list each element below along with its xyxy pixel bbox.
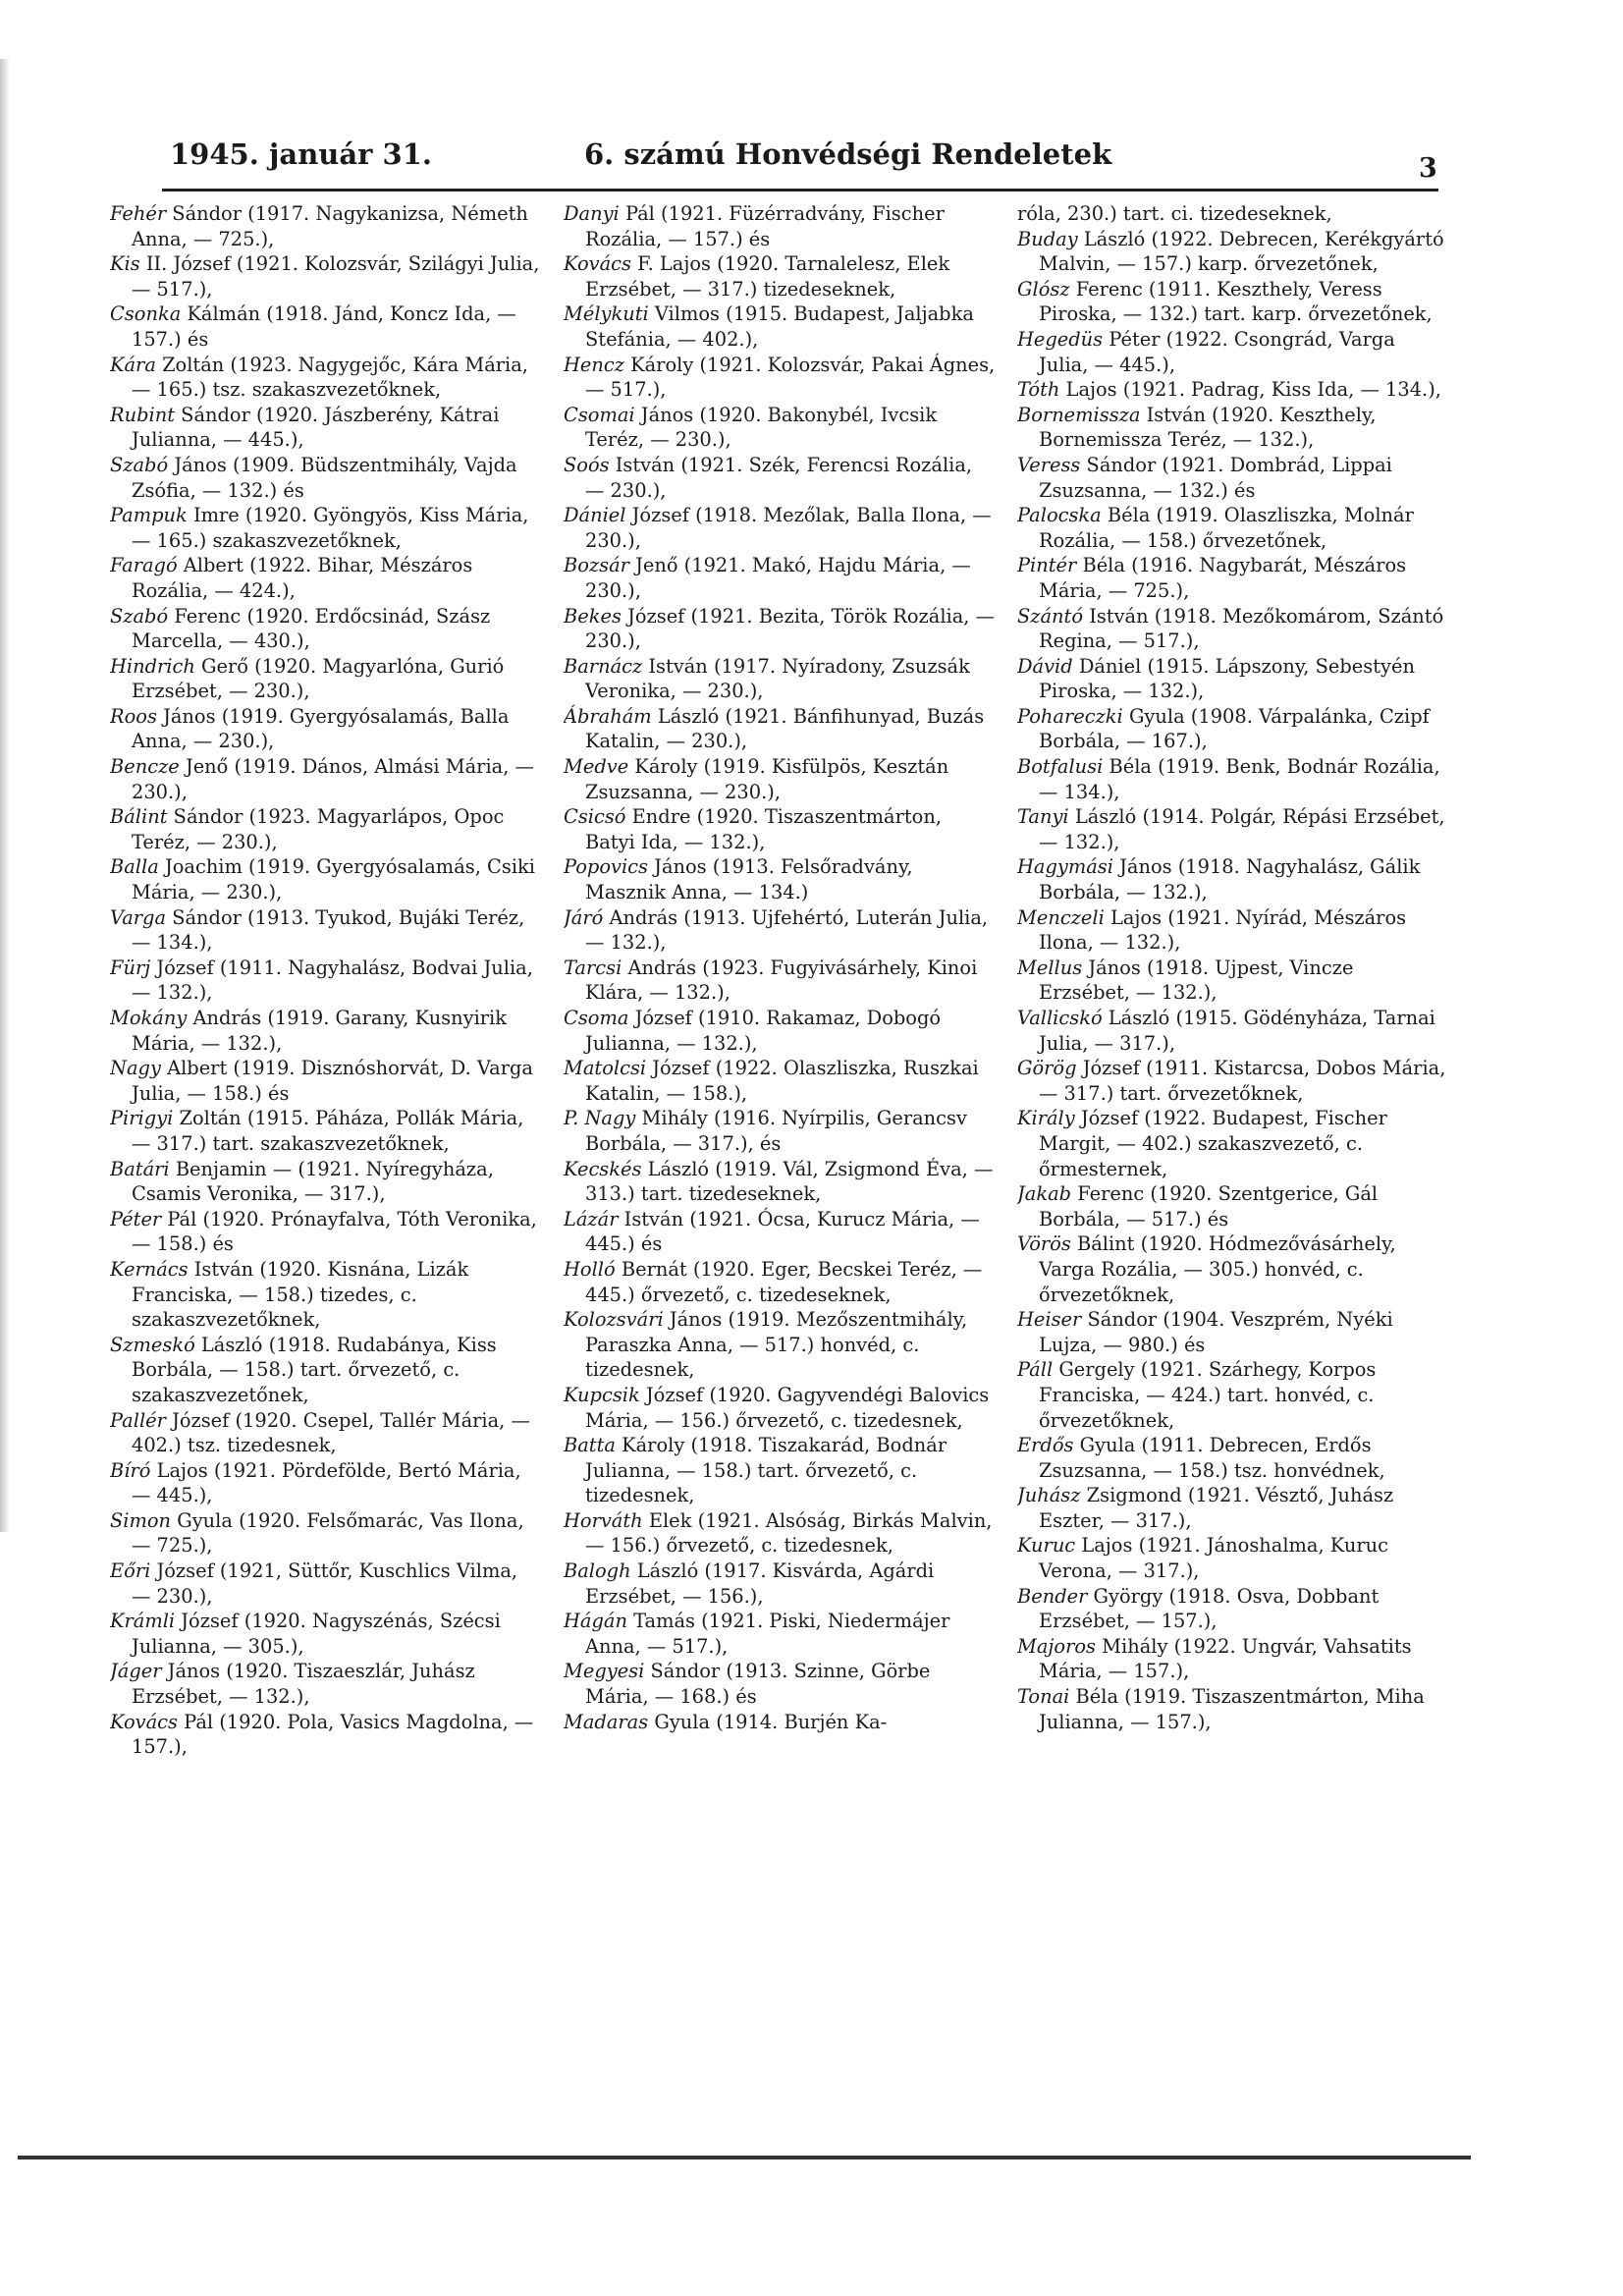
entry-surname: Lázár: [564, 1207, 619, 1230]
list-item: [564, 1383, 996, 1433]
entry-details: Károly (1921. Kolozsvár, Pakai Ágnes, — 517.),: [585, 353, 996, 402]
entry-surname: Tarcsi: [564, 956, 622, 979]
list-item: [564, 854, 996, 904]
entry-details: András (1913. Ujfehértó, Luterán Julia, — 132.),: [585, 905, 989, 955]
entry-surname: Járó: [564, 905, 604, 929]
entry-surname: Botfalusi: [1017, 755, 1104, 779]
list-item: [110, 1006, 542, 1056]
entry-details: Péter (1922. Csongrád, Varga Julia, — 445.),: [1039, 327, 1395, 376]
page-number: 3: [1419, 153, 1437, 184]
entry-details: Sándor (1913. Tyukod, Bujáki Teréz, — 134.),: [132, 905, 525, 955]
entry-surname: Medve: [564, 755, 629, 779]
entry-details: róla, 230.) tart. ci. tizedeseknek,: [1017, 202, 1332, 225]
entry-surname: Pirigyi: [110, 1107, 174, 1130]
entry-details: Béla (1919. Tiszaszentmárton, Miha Julianna, — 157.),: [1039, 1685, 1425, 1733]
list-item: [564, 956, 996, 1006]
list-item: [1017, 1181, 1449, 1231]
list-item: [1017, 905, 1449, 956]
entry-details: József (1910. Rakamaz, Dobogó Julianna, — 132.),: [585, 1007, 942, 1055]
entry-surname: Balla: [110, 855, 159, 879]
entry-details: András (1923. Fugyivásárhely, Kinoi Klára, — 132.),: [585, 956, 978, 1005]
entry-details: Kálmán (1918. Jánd, Koncz Ida, — 157.) és: [132, 302, 516, 351]
list-item: [110, 353, 542, 403]
list-item: [110, 201, 542, 251]
entry-details: István (1920. Kisnána, Lizák Franciska, — 158.) tizedes, c. szakaszvezetőknek,: [132, 1257, 469, 1332]
entry-details: István (1917. Nyíradony, Zsuzsák Veronika, — 230.),: [585, 654, 970, 703]
entry-details: József (1918. Mezőlak, Balla Ilona, — 230.),: [585, 504, 992, 552]
list-item: [564, 1157, 996, 1207]
entry-details: László (1918. Rudabánya, Kiss Borbála, — 158.) tart. őrvezető, c. szakaszvezetőnek,: [132, 1333, 497, 1406]
entry-details: F. Lajos (1920. Tarnalelesz, Elek Erzsébet, — 317.) tizedeseknek,: [585, 252, 950, 301]
entry-details: Gerő (1920. Magyarlóna, Gurió Erzsébet, — 230.),: [132, 654, 505, 703]
entry-surname: Kolozsvári: [564, 1308, 664, 1332]
list-item: [1017, 1533, 1449, 1583]
list-item: [564, 1609, 996, 1659]
entry-details: József (1922. Budapest, Fischer Margit, — 402.) szakaszvezető, c. őrmesternek,: [1039, 1107, 1387, 1180]
entry-surname: Heiser: [1017, 1308, 1082, 1332]
entry-details: Bálint (1920. Hódmezővásárhely, Varga Rozália, — 305.) honvéd, c. őrvezetőknek,: [1039, 1232, 1396, 1306]
list-item: [110, 553, 542, 603]
entry-surname: Bekes: [564, 604, 622, 628]
list-item: [110, 1558, 542, 1609]
header-date: 1945. január 31.: [170, 137, 432, 171]
entry-surname: Fürj: [110, 956, 151, 979]
entry-surname: Kis: [110, 252, 140, 276]
entry-details: János (1913. Felsőradvány, Masznik Anna, — 134.): [585, 855, 913, 904]
entry-surname: Péter: [110, 1207, 162, 1230]
entry-details: János (1918. Ujpest, Vincze Erzsébet, — 132.),: [1039, 956, 1354, 1005]
entry-surname: Mokány: [110, 1007, 188, 1029]
list-item: [564, 301, 996, 352]
entry-surname: Jáger: [110, 1660, 162, 1683]
entry-surname: Bozsár: [564, 554, 629, 577]
column-2: [564, 201, 996, 2038]
list-item: [1017, 704, 1449, 754]
list-item: [564, 503, 996, 553]
entry-surname: Balogh: [564, 1559, 631, 1583]
list-item: [564, 1056, 996, 1106]
entry-details: János (1920. Tiszaeszlár, Juhász Erzsébet, — 132.),: [132, 1660, 475, 1709]
entry-details: Jenő (1921. Makó, Hajdu Mária, — 230.),: [585, 554, 971, 602]
entry-details: Pál (1920. Pola, Vasics Magdolna, — 157.),: [132, 1710, 534, 1759]
entry-details: János (1909. Büdszentmihály, Vajda Zsófia, — 132.) és: [132, 453, 517, 502]
list-item: [1017, 754, 1449, 804]
list-item: [564, 1558, 996, 1609]
entry-details: Dániel (1915. Lápszony, Sebestyén Piroska, — 132.),: [1039, 654, 1415, 703]
entry-details: II. József (1921. Kolozsvár, Szilágyi Julia, — 517.),: [132, 252, 540, 301]
list-item: [110, 754, 542, 804]
page-header: [162, 137, 1438, 187]
entry-surname: Ábrahám: [564, 704, 652, 728]
list-item: [564, 1106, 996, 1156]
entry-details: József (1921, Süttőr, Kuschlics Vilma, — 230.),: [132, 1559, 518, 1608]
list-item: [564, 1710, 996, 1735]
entry-surname: Madaras: [564, 1710, 649, 1733]
entry-details: József (1920. Gagyvendégi Balovics Mária, — 156.) őrvezető, c. tizedesnek,: [585, 1383, 990, 1432]
list-item: [110, 1207, 542, 1257]
entry-surname: Fehér: [110, 202, 167, 225]
entry-details: László (1919. Vál, Zsigmond Éva, — 313.) tart. tizedeseknek,: [585, 1157, 994, 1206]
entry-surname: Hegedüs: [1017, 327, 1104, 351]
list-item: [110, 704, 542, 754]
list-item: [1017, 277, 1449, 327]
entry-surname: Matolcsi: [564, 1057, 647, 1080]
footer-divider: [18, 2156, 1471, 2159]
entry-surname: Kupcsik: [564, 1383, 640, 1406]
entry-details: László (1915. Gödényháza, Tarnai Julia, — 317.),: [1039, 1007, 1435, 1055]
list-item: [110, 503, 542, 553]
list-item: [1017, 1433, 1449, 1483]
list-item: [110, 1157, 542, 1207]
entry-details: János (1918. Nagyhalász, Gálik Borbála, — 132.),: [1039, 855, 1421, 904]
entry-details: Gyula (1914. Burjén Ka-: [654, 1710, 888, 1733]
list-item: [110, 1106, 542, 1156]
entry-details: Albert (1919. Disznóshorvát, D. Varga Julia, — 158.) és: [132, 1057, 533, 1105]
entry-details: Zsigmond (1921. Vésztő, Juhász Eszter, — 317.),: [1039, 1484, 1394, 1532]
entry-surname: Dávid: [1017, 654, 1073, 678]
list-item: [1017, 956, 1449, 1006]
entry-surname: Tanyi: [1017, 805, 1069, 829]
list-item: [1017, 453, 1449, 503]
entry-surname: Varga: [110, 905, 167, 929]
list-item: [564, 251, 996, 301]
entry-details: József (1922. Olaszliszka, Ruszkai Katalin, — 158.),: [585, 1057, 979, 1105]
entry-details: József (1911. Nagyhalász, Bodvai Julia, — 132.),: [132, 956, 533, 1005]
entry-surname: Danyi: [564, 202, 620, 225]
entry-surname: Mellus: [1017, 956, 1083, 979]
entry-surname: Csonka: [110, 302, 182, 326]
entry-surname: Hagymási: [1017, 855, 1113, 879]
list-item: [110, 1257, 542, 1333]
entry-details: Ferenc (1920. Szentgerice, Gál Borbála, — 517.) és: [1039, 1182, 1379, 1230]
list-item: [564, 804, 996, 854]
entry-surname: Pallér: [110, 1408, 166, 1432]
entry-details: István (1920. Keszthely, Bornemissza Teréz, — 132.),: [1039, 403, 1377, 452]
entry-surname: Palocska: [1017, 504, 1102, 527]
entry-surname: Hencz: [564, 353, 624, 376]
list-item: [1017, 804, 1449, 854]
list-item: [110, 1408, 542, 1458]
entry-surname: Eőri: [110, 1559, 151, 1583]
entry-details: Károly (1918. Tiszakarád, Bodnár Julianna, — 158.) tart. őrvezető, c. tizedesnek,: [585, 1434, 947, 1507]
entry-surname: Pohareczki: [1017, 704, 1123, 728]
list-item: [1017, 1056, 1449, 1106]
entry-surname: Görög: [1017, 1057, 1077, 1080]
entry-details: Béla (1916. Nagybarát, Mészáros Mária, — 725.),: [1039, 554, 1407, 602]
entry-surname: Jakab: [1017, 1182, 1072, 1206]
list-item: [564, 453, 996, 503]
entry-surname: Kuruc: [1017, 1534, 1076, 1558]
entry-surname: Kára: [110, 353, 156, 376]
list-item: [1017, 403, 1449, 453]
entry-surname: Horváth: [564, 1508, 643, 1532]
list-item: [564, 1257, 996, 1307]
entry-details: János (1919. Gyergyósalamás, Balla Anna, — 230.),: [132, 704, 510, 753]
entry-details: Gyula (1920. Felsőmarác, Vas Ilona, — 725.),: [132, 1508, 524, 1558]
entry-details: Jenő (1919. Dános, Almási Mária, — 230.),: [132, 755, 534, 803]
entry-surname: Bálint: [110, 805, 168, 829]
entry-surname: Hágán: [564, 1610, 627, 1633]
entry-details: Sándor (1920. Jászberény, Kátrai Julianna, — 445.),: [132, 403, 500, 452]
entry-details: Sándor (1921. Dombrád, Lippai Zsuzsanna, — 132.) és: [1039, 453, 1392, 502]
list-item: [564, 353, 996, 403]
entry-details: Mihály (1922. Ungvár, Vahsatits Mária, — 157.),: [1039, 1634, 1412, 1683]
entry-surname: Pintér: [1017, 554, 1077, 577]
entry-details: József (1921. Bezita, Török Rozália, — 230.),: [585, 604, 996, 653]
entry-details: Benjamin — (1921. Nyíregyháza, Csamis Veronika, — 317.),: [132, 1157, 494, 1206]
list-item: [1017, 854, 1449, 904]
entry-surname: Páll: [1017, 1358, 1054, 1382]
text-columns: [110, 201, 1455, 2038]
entry-surname: Vallicskó: [1017, 1007, 1103, 1029]
entry-surname: Bender: [1017, 1584, 1088, 1608]
entry-details: Sándor (1917. Nagykanizsa, Németh Anna, — 725.),: [132, 202, 528, 250]
entry-details: Béla (1919. Olaszliszka, Molnár Rozália, — 158.) őrvezetőnek,: [1039, 504, 1414, 552]
list-item: [564, 1433, 996, 1508]
list-item: [564, 1659, 996, 1709]
entry-surname: Faragó: [110, 554, 178, 577]
entry-surname: Kecskés: [564, 1157, 642, 1180]
entry-surname: Batári: [110, 1157, 170, 1180]
list-item: [564, 201, 996, 251]
list-item: [1017, 1584, 1449, 1634]
entry-surname: Dániel: [564, 504, 626, 527]
list-item: [564, 403, 996, 453]
list-item: [110, 905, 542, 956]
entry-surname: Veress: [1017, 453, 1081, 476]
list-item: [1017, 1634, 1449, 1684]
list-item: [564, 1307, 996, 1383]
entry-surname: Holló: [564, 1257, 616, 1281]
entry-details: József (1920. Nagyszénás, Szécsi Julianna, — 305.),: [132, 1610, 501, 1658]
entry-surname: Juhász: [1017, 1484, 1081, 1507]
list-item: [1017, 327, 1449, 377]
entry-surname: Szabó: [110, 453, 169, 476]
entry-details: Lajos (1921. Padrag, Kiss Ida, — 134.),: [1065, 378, 1441, 402]
entry-surname: Popovics: [564, 855, 648, 879]
entry-surname: Bíró: [110, 1458, 151, 1482]
entry-details: Lajos (1921. Jánoshalma, Kuruc Verona, — 317.),: [1039, 1534, 1388, 1583]
entry-details: Lajos (1921. Pördefölde, Bertó Mária, — 445.),: [132, 1458, 521, 1507]
entry-surname: Megyesi: [564, 1660, 645, 1683]
list-item: [564, 1006, 996, 1056]
list-item: [564, 754, 996, 804]
entry-surname: Buday: [1017, 227, 1078, 250]
entry-surname: Erdős: [1017, 1434, 1074, 1457]
entry-details: József (1911. Kistarcsa, Dobos Mária, — 317.) tart. őrvezetőknek,: [1039, 1057, 1446, 1105]
entry-details: László (1922. Debrecen, Kerékgyártó Malvin, — 157.) karp. őrvezetőnek,: [1039, 227, 1444, 276]
list-item: [564, 654, 996, 704]
entry-details: Albert (1922. Bihar, Mészáros Rozália, — 424.),: [132, 554, 473, 602]
entry-details: János (1919. Mezőszentmihály, Paraszka Anna, — 517.) honvéd, c. tizedesnek,: [585, 1308, 968, 1382]
list-item: [564, 1207, 996, 1257]
list-item: [110, 1659, 542, 1709]
entry-details: Mihály (1916. Nyírpilis, Gerancsv Borbála, — 317.), és: [585, 1107, 967, 1155]
entry-surname: Nagy: [110, 1057, 161, 1080]
list-item: [110, 804, 542, 854]
list-item: [110, 1710, 542, 1760]
list-item: [110, 604, 542, 654]
entry-details: Gyula (1908. Várpalánka, Czipf Borbála, — 167.),: [1039, 704, 1430, 753]
list-item: [564, 905, 996, 956]
entry-details: Lajos (1921. Nyírád, Mészáros Ilona, — 132.),: [1039, 905, 1407, 955]
entry-surname: Csomai: [564, 403, 635, 426]
entry-surname: Szabó: [110, 604, 169, 628]
entry-details: János (1920. Bakonybél, Ivcsik Teréz, — 230.),: [585, 403, 938, 452]
list-item: [564, 604, 996, 654]
entry-details: Béla (1919. Benk, Bodnár Rozália, — 134.),: [1039, 755, 1440, 803]
list-item: [110, 251, 542, 301]
entry-details: Elek (1921. Alsóság, Birkás Malvin, — 156.) őrvezető, c. tizedesnek,: [585, 1508, 993, 1558]
entry-surname: Glósz: [1017, 277, 1070, 301]
entry-surname: Mélykuti: [564, 302, 649, 326]
entry-surname: Menczeli: [1017, 905, 1105, 929]
list-item: [110, 654, 542, 704]
list-item: [110, 1458, 542, 1508]
entry-surname: Pampuk: [110, 504, 188, 527]
entry-surname: Hindrich: [110, 654, 195, 678]
list-item: [110, 854, 542, 904]
entry-surname: Bornemissza: [1017, 403, 1141, 426]
entry-surname: P. Nagy: [564, 1107, 636, 1130]
list-item: [1017, 1684, 1449, 1734]
list-item: [110, 1056, 542, 1106]
entry-details: Endre (1920. Tiszaszentmárton, Batyi Ida, — 132.),: [585, 805, 942, 853]
list-item: [1017, 1231, 1449, 1307]
entry-details: András (1919. Garany, Kusnyirik Mária, — 132.),: [132, 1007, 507, 1055]
entry-details: István (1918. Mezőkomárom, Szántó Regina, — 517.),: [1039, 604, 1444, 653]
entry-details: József (1920. Csepel, Tallér Mária, — 402.) tsz. tizedesnek,: [132, 1408, 530, 1457]
entry-details: István (1921. Ócsa, Kurucz Mária, — 445.) és: [585, 1207, 980, 1256]
list-item: [110, 1508, 542, 1558]
scan-edge-shadow: [0, 59, 10, 1532]
list-item: [1017, 1106, 1449, 1181]
list-item: [1017, 1307, 1449, 1357]
list-item: [110, 301, 542, 352]
entry-surname: Batta: [564, 1434, 616, 1457]
entry-details: László (1914. Polgár, Répási Erzsébet, — 132.),: [1039, 805, 1445, 853]
entry-surname: Majoros: [1017, 1634, 1096, 1658]
entry-surname: Kernács: [110, 1257, 189, 1281]
column-3: [1017, 201, 1449, 2038]
entry-details: Pál (1921. Füzérradvány, Fischer Rozália, — 157.) és: [585, 202, 945, 250]
list-item: [1017, 654, 1449, 704]
entry-surname: Kovács: [564, 252, 631, 276]
entry-surname: Csicsó: [564, 805, 626, 829]
entry-surname: Szántó: [1017, 604, 1084, 628]
entry-details: Ferenc (1920. Erdőcsinád, Szász Marcella, — 430.),: [132, 604, 491, 653]
entry-surname: Vörös: [1017, 1232, 1071, 1256]
entry-details: Sándor (1913. Szinne, Görbe Mária, — 168.) és: [585, 1660, 931, 1709]
entry-details: Zoltán (1923. Nagygejőc, Kára Mária, — 165.) tsz. szakaszvezetőknek,: [132, 353, 528, 402]
list-item: [1017, 201, 1449, 227]
list-item: [110, 453, 542, 503]
list-item: [564, 704, 996, 754]
entry-details: Zoltán (1915. Páháza, Pollák Mária, — 317.) tart. szakaszvezetőknek,: [132, 1107, 524, 1155]
entry-surname: Krámli: [110, 1610, 176, 1633]
entry-details: László (1921. Bánfihunyad, Buzás Katalin, — 230.),: [585, 704, 985, 753]
entry-details: Vilmos (1915. Budapest, Jaljabka Stefánia, — 402.),: [585, 302, 974, 351]
entry-details: Imre (1920. Gyöngyös, Kiss Mária, — 165.) szakaszvezetőknek,: [132, 504, 529, 552]
list-item: [110, 1609, 542, 1659]
list-item: [1017, 503, 1449, 553]
list-item: [1017, 1357, 1449, 1433]
entry-details: Gyula (1911. Debrecen, Erdős Zsuzsanna, — 158.) tsz. honvédnek,: [1039, 1434, 1385, 1482]
entry-surname: Király: [1017, 1107, 1075, 1130]
list-item: [110, 403, 542, 453]
entry-surname: Csoma: [564, 1007, 629, 1029]
entry-details: Sándor (1923. Magyarlápos, Opoc Teréz, — 230.),: [132, 805, 505, 853]
entry-surname: Simon: [110, 1508, 172, 1532]
entry-surname: Bencze: [110, 755, 180, 779]
list-item: [1017, 604, 1449, 654]
list-item: [1017, 377, 1449, 403]
list-item: [564, 553, 996, 603]
list-item: [110, 1333, 542, 1408]
entry-surname: Tóth: [1017, 378, 1060, 402]
entry-surname: Roos: [110, 704, 157, 728]
entry-details: László (1917. Kisvárda, Agárdi Erzsébet, — 156.),: [585, 1559, 935, 1608]
entry-surname: Szmeskó: [110, 1333, 195, 1356]
entry-details: Ferenc (1911. Keszthely, Veress Piroska, — 132.) tart. karp. őrvezetőnek,: [1039, 277, 1433, 326]
list-item: [110, 956, 542, 1006]
entry-details: György (1918. Osva, Dobbant Erzsébet, — 157.),: [1039, 1584, 1380, 1633]
entry-surname: Barnácz: [564, 654, 643, 678]
entry-details: Károly (1919. Kisfülpös, Kesztán Zsuzsanna, — 230.),: [585, 755, 949, 803]
entry-surname: Kovács: [110, 1710, 178, 1733]
column-1: [110, 201, 542, 2038]
entry-details: Joachim (1919. Gyergyósalamás, Csiki Mária, — 230.),: [132, 855, 535, 904]
list-item: [1017, 553, 1449, 603]
header-title: 6. számú Honvédségi Rendeletek: [584, 137, 1112, 171]
entry-details: Pál (1920. Prónayfalva, Tóth Veronika, — 158.) és: [132, 1207, 537, 1256]
entry-details: Tamás (1921. Piski, Niedermájer Anna, — 517.),: [585, 1610, 950, 1658]
entry-details: Gergely (1921. Szárhegy, Korpos Franciska, — 424.) tart. honvéd, c. őrvezetőknek,: [1039, 1358, 1377, 1432]
list-item: [1017, 227, 1449, 277]
entry-details: Bernát (1920. Eger, Becskei Teréz, — 445.) őrvezető, c. tizedeseknek,: [585, 1257, 983, 1306]
header-divider: [162, 189, 1438, 191]
entry-surname: Rubint: [110, 403, 175, 426]
list-item: [1017, 1006, 1449, 1056]
entry-details: Sándor (1904. Veszprém, Nyéki Lujza, — 980.) és: [1039, 1308, 1393, 1356]
entry-surname: Soós: [564, 453, 610, 476]
entry-details: István (1921. Szék, Ferencsi Rozália, — 230.),: [585, 453, 973, 502]
list-item: [1017, 1483, 1449, 1533]
list-item: [564, 1508, 996, 1558]
entry-surname: Tonai: [1017, 1685, 1070, 1709]
